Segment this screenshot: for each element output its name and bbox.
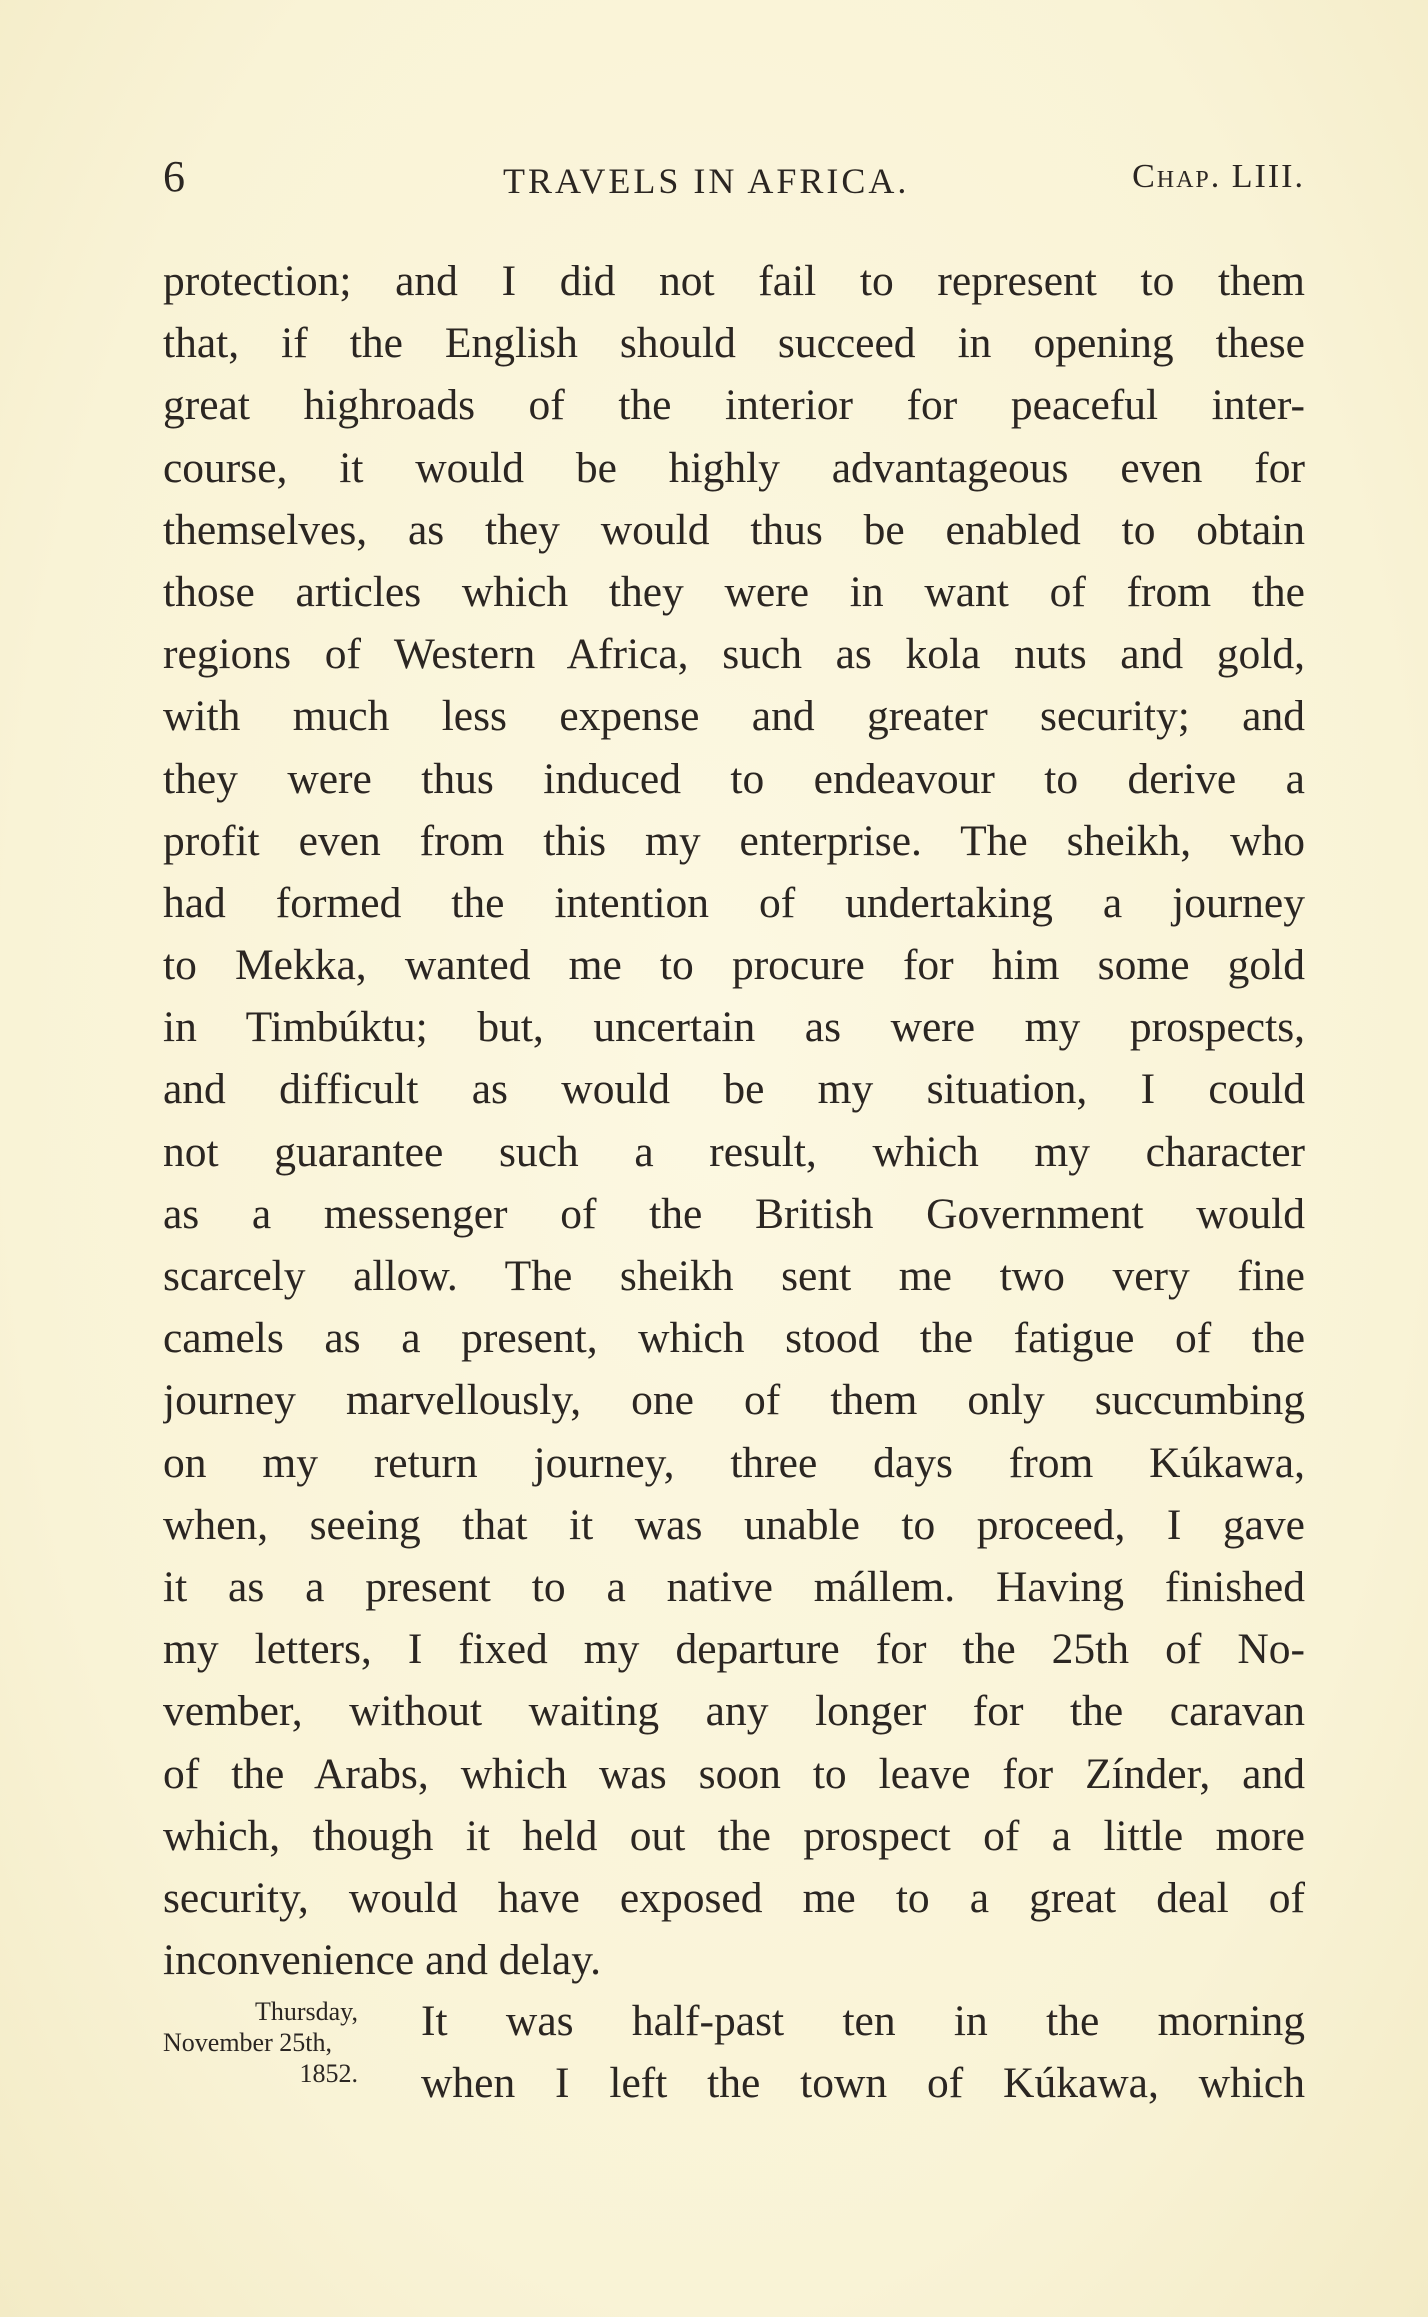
text-line: in Timbúktu; but, uncertain as were my prospects, [163,1003,1305,1052]
text-line: protection; and I did not fail to represent to them [163,257,1305,305]
text-line: course, it would be highly advantageous even for [163,443,1305,492]
text-line: when, seeing that it was unable to proceed, I gave [163,1500,1305,1549]
text-line: not guarantee such a result, which my character [163,1127,1305,1176]
text-line: inconvenience and delay. [163,1936,602,1985]
text-line: journey marvellously, one of them only succumbing [163,1376,1305,1425]
side-note-date: November 25th, [163,2028,332,2057]
text-line: as a messenger of the British Government would [163,1189,1305,1238]
text-line: It was half-past ten in the morning [421,1997,1305,2045]
text-line: vember, without waiting any longer for the caravan [163,1687,1305,1736]
text-line: had formed the intention of undertaking a journey [163,878,1305,927]
text-line: themselves, as they would thus be enabled to obtain [163,505,1305,554]
side-note-day: Thursday, [254,1997,358,2026]
body-paragraph [163,250,1305,1991]
text-line: on my return journey, three days from Kúkawa, [163,1438,1305,1487]
marginal-date-note [163,1996,398,2089]
text-line: my letters, I fixed my departure for the 25th of No- [163,1625,1305,1674]
text-line: of the Arabs, which was soon to leave for Zínder, and [163,1749,1305,1798]
text-line: when I left the town of Kúkawa, which [421,2059,1305,2108]
chapter-label: Chap. LIII. [1132,158,1305,195]
text-line: and difficult as would be my situation, I could [163,1065,1305,1114]
text-line: which, though it held out the prospect of a little more [163,1811,1305,1860]
final-paragraph [421,1990,1305,2114]
text-line: security, would have exposed me to a great deal of [163,1873,1305,1922]
side-note-year: 1852. [299,2059,358,2088]
text-line: regions of Western Africa, such as kola nuts and gold, [163,630,1305,679]
text-line: camels as a present, which stood the fatigue of the [163,1314,1305,1363]
page-header [163,152,1305,202]
text-line: to Mekka, wanted me to procure for him some gold [163,941,1305,990]
text-line: those articles which they were in want of from the [163,567,1305,616]
running-title: TRAVELS IN AFRICA. [503,161,910,201]
text-line: it as a present to a native mállem. Having finished [163,1562,1305,1611]
text-line: they were thus induced to endeavour to derive a [163,754,1305,803]
text-line: profit even from this my enterprise. The sheikh, who [163,816,1305,865]
dated-paragraph [163,1990,1305,2140]
text-line: that, if the English should succeed in opening these [163,319,1305,368]
page-number: 6 [163,152,185,201]
text-line: great highroads of the interior for peaceful inter- [163,381,1305,430]
text-line: with much less expense and greater security; and [163,692,1305,741]
text-line: scarcely allow. The sheikh sent me two very fine [163,1252,1305,1300]
